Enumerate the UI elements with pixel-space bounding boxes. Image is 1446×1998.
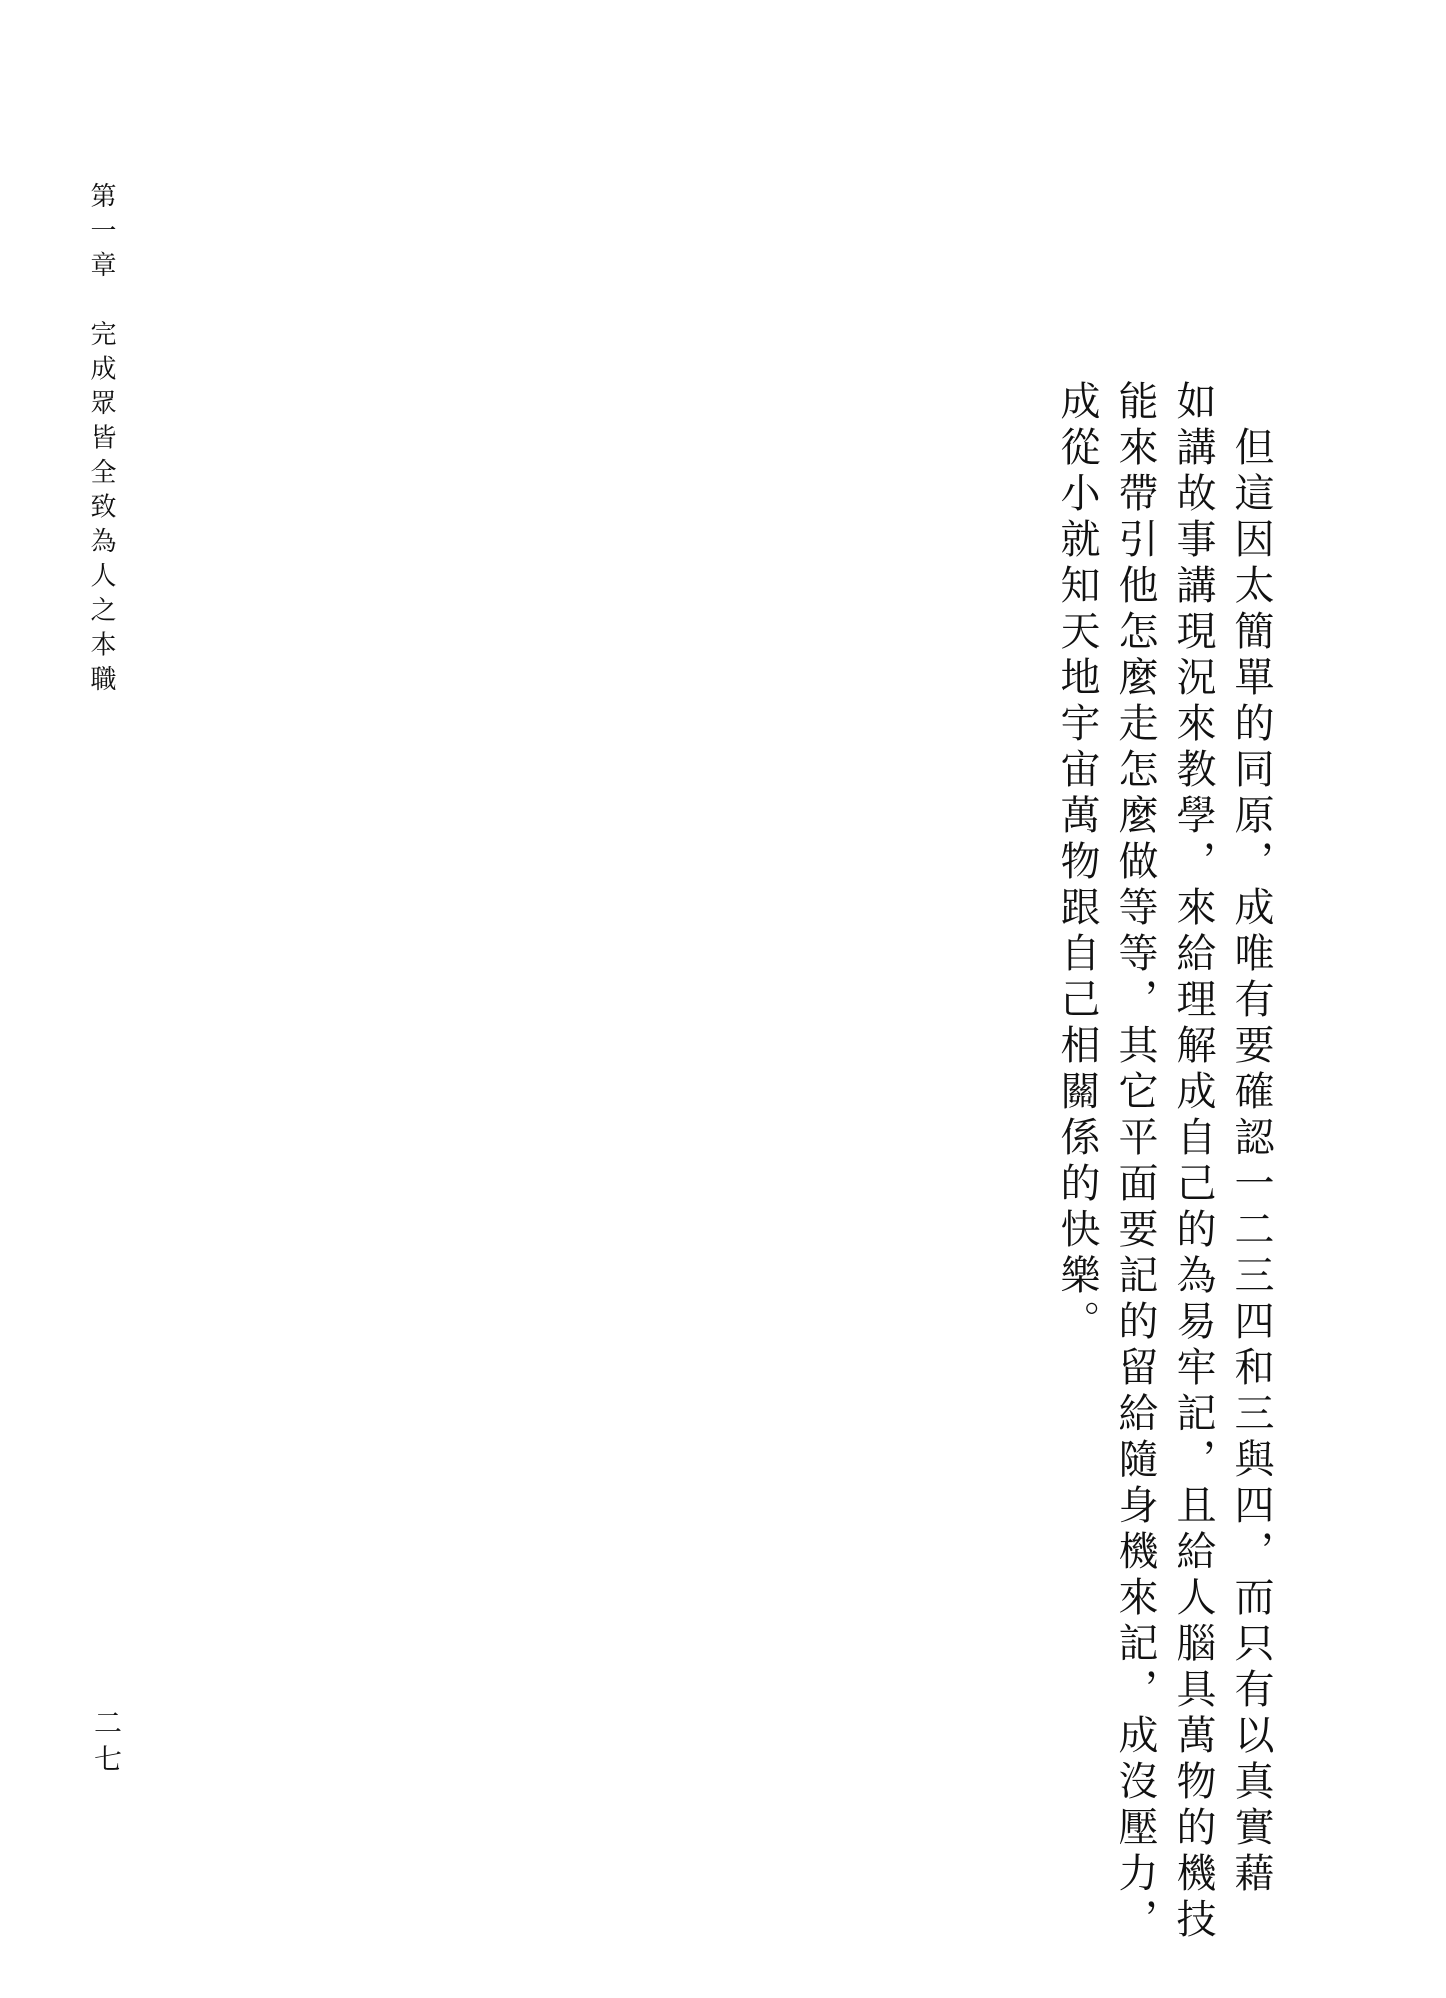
chapter-title: 完成眾皆全致為人之本職 (86, 320, 116, 700)
header-gap (86, 286, 116, 321)
body-line-4: 成從小就知天地宇宙萬物跟自己相關係的快樂。 (1054, 380, 1100, 1346)
body-line-1-text: 但這因太簡單的同原，成唯有要確認一二三四和三與四，而只有以真實藉 (1228, 426, 1274, 1898)
body-line-1 (1222, 380, 1280, 1898)
body-line-3: 能來帶引他怎麼走怎麼做等等，其它平面要記的留給隨身機來記，成沒壓力， (1112, 380, 1158, 1944)
running-header (83, 182, 119, 700)
page-number: 二七 (90, 1708, 123, 1780)
body-line-2: 如講故事講現況來教學，來給理解成自己的為易牢記，且給人腦具萬物的機技 (1170, 380, 1216, 1944)
body-text (990, 380, 1280, 1944)
chapter-label: 第一章 (86, 182, 116, 286)
